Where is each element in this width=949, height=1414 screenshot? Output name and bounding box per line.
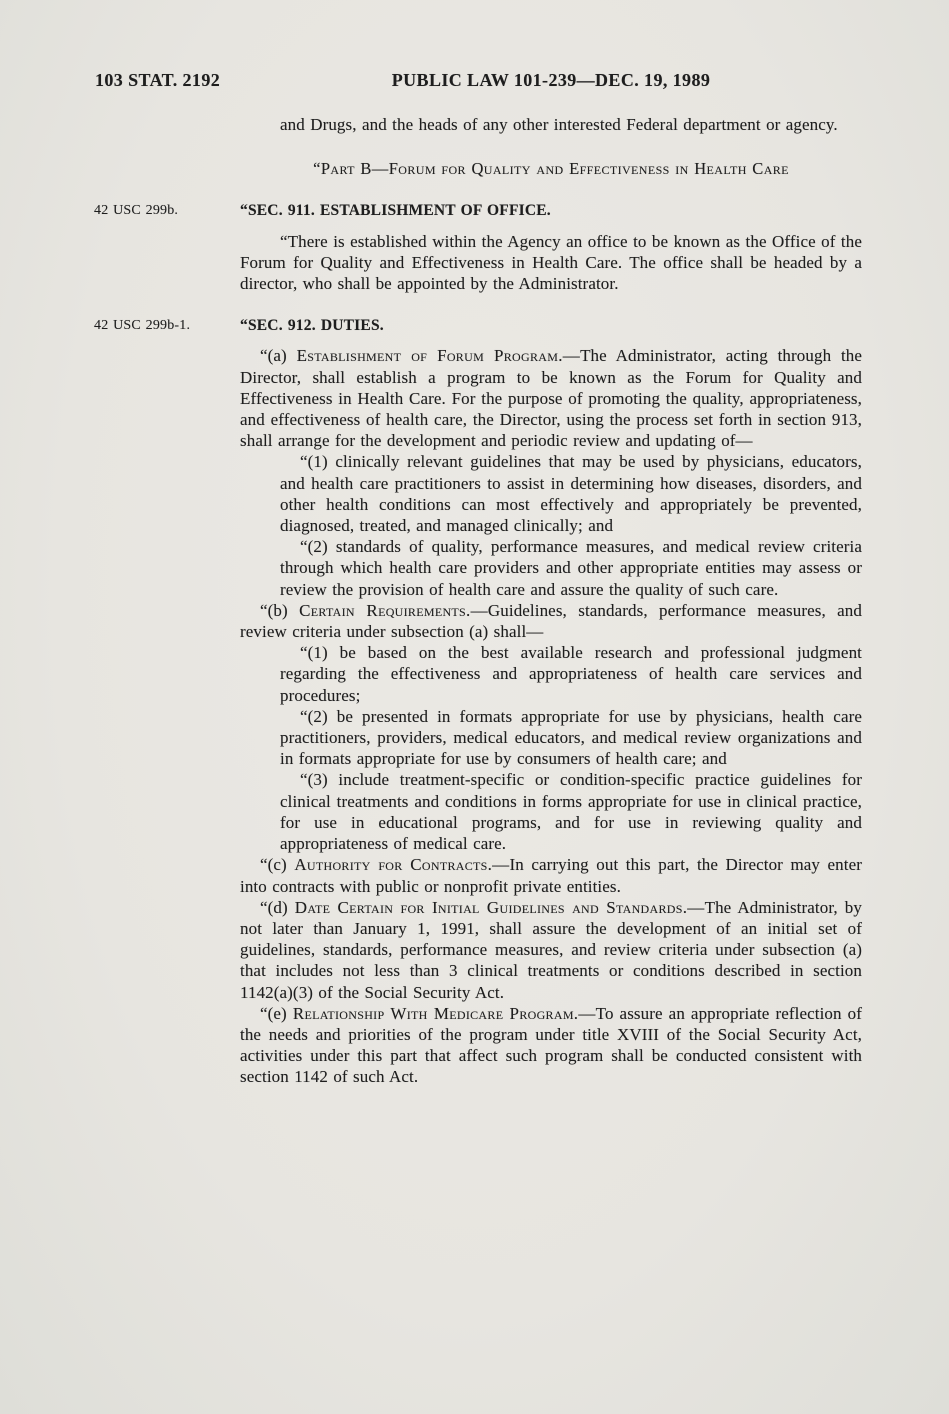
subsection-a-label: Establishment of Forum Program.— <box>296 346 581 366</box>
clause-a2: “(2) standards of quality, performance measures, and medical review criteria through which health care providers and other appropriate entities may assess or review the provision of health care and assure the quality of such care. <box>280 537 862 599</box>
text-column <box>94 114 863 1088</box>
public-law-title: PUBLIC LAW 101-239—DEC. 19, 1989 <box>391 70 711 90</box>
page-header <box>0 70 949 94</box>
clause-b1: “(1) be based on the best available research and professional judgment regarding the effectiveness and appropriateness of health care services and procedures; <box>280 643 862 705</box>
subsection-c <box>240 854 862 896</box>
continuation-paragraph: and Drugs, and the heads of any other interested Federal department or agency. <box>280 115 838 134</box>
subsection-d-marker: “(d) <box>260 897 295 917</box>
subsection-d <box>240 897 862 1003</box>
section-911-heading-row <box>94 200 862 221</box>
subsection-c-text: In carrying out this part, the Director may enter into contracts with public or nonprofit private entities. <box>240 855 862 896</box>
subsection-a-marker: “(a) <box>260 346 297 366</box>
subsection-a-text: The Administrator, acting through the Director, shall establish a program to be known as the Forum for Quality and Effectiveness in Health Care. For the purpose of promoting the quality, appropriateness, and effectiveness of health care, the Director, using the process set forth in section 913, shall arrange for the development and periodic review and updating of— <box>240 346 863 451</box>
sec-911-heading: “SEC. 911. ESTABLISHMENT OF OFFICE. <box>240 202 551 220</box>
subsection-e-marker: “(e) <box>260 1003 293 1023</box>
clause-b3: “(3) include treatment-specific or condition-specific practice guidelines for clinical treatments and conditions in forms appropriate for use in clinical practice, for use in educational programs, and for use in reviewing quality and appropriateness of medical care. <box>280 770 862 854</box>
subsection-b-marker: “(b) <box>260 600 300 620</box>
section-912-heading-row <box>94 315 862 336</box>
subsection-b-label: Certain Requirements.— <box>299 600 488 620</box>
margin-note-42-usc-299b-1: 42 USC 299b-1. <box>94 318 191 334</box>
part-b-heading: “Part B—Forum for Quality and Effectiveness in Health Care <box>313 159 789 179</box>
subsection-d-text: The Administrator, by not later than January 1, 1991, shall assure the development of an initial set of guidelines, standards, performance measures, and review criteria under subsection (a) that includes not less than 3 clinical treatments or conditions described in section 1142(a)(3) of the Social Security Act. <box>240 897 862 1002</box>
subsection-c-marker: “(c) <box>260 855 295 875</box>
stat-page-number: 103 STAT. 2192 <box>95 70 221 90</box>
subsection-e-text: To assure an appropriate reflection of the needs and priorities of the program under title XVIII of the Social Security Act, activities under this part that affect such program shall be conducted consistent with section 1142 of such Act. <box>240 1003 862 1087</box>
subsection-a <box>240 345 862 451</box>
clause-a1: “(1) clinically relevant guidelines that may be used by physicians, educators, and health care practitioners to assist in determining how diseases, disorders, and other health conditions can most effectively and appropriately be prevented, diagnosed, treated, and managed clinically; and <box>280 452 862 536</box>
sec-911-body: “There is established within the Agency an office to be known as the Office of the Forum for Quality and Effectiveness in Health Care. The office shall be headed by a director, who shall be appointed by the Administrator. <box>240 231 862 294</box>
margin-note-42-usc-299b: 42 USC 299b. <box>94 203 179 219</box>
clause-b2: “(2) be presented in formats appropriate for use by physicians, health care practitioners, providers, medical educators, and medical review organizations and in formats appropriate for use by consumers of health care; and <box>280 706 862 769</box>
sec-912-heading: “SEC. 912. DUTIES. <box>240 317 384 335</box>
subsection-e <box>240 1003 862 1088</box>
subsection-d-label: Date Certain for Initial Guidelines and Standards.— <box>294 897 705 917</box>
subsection-e-label: Relationship With Medicare Program.— <box>292 1003 596 1023</box>
subsection-c-label: Authority for Contracts.— <box>294 855 510 875</box>
subsection-b-text: Guidelines, standards, performance measures, and review criteria under subsection (a) shall— <box>240 600 862 642</box>
subsection-b <box>240 600 862 642</box>
